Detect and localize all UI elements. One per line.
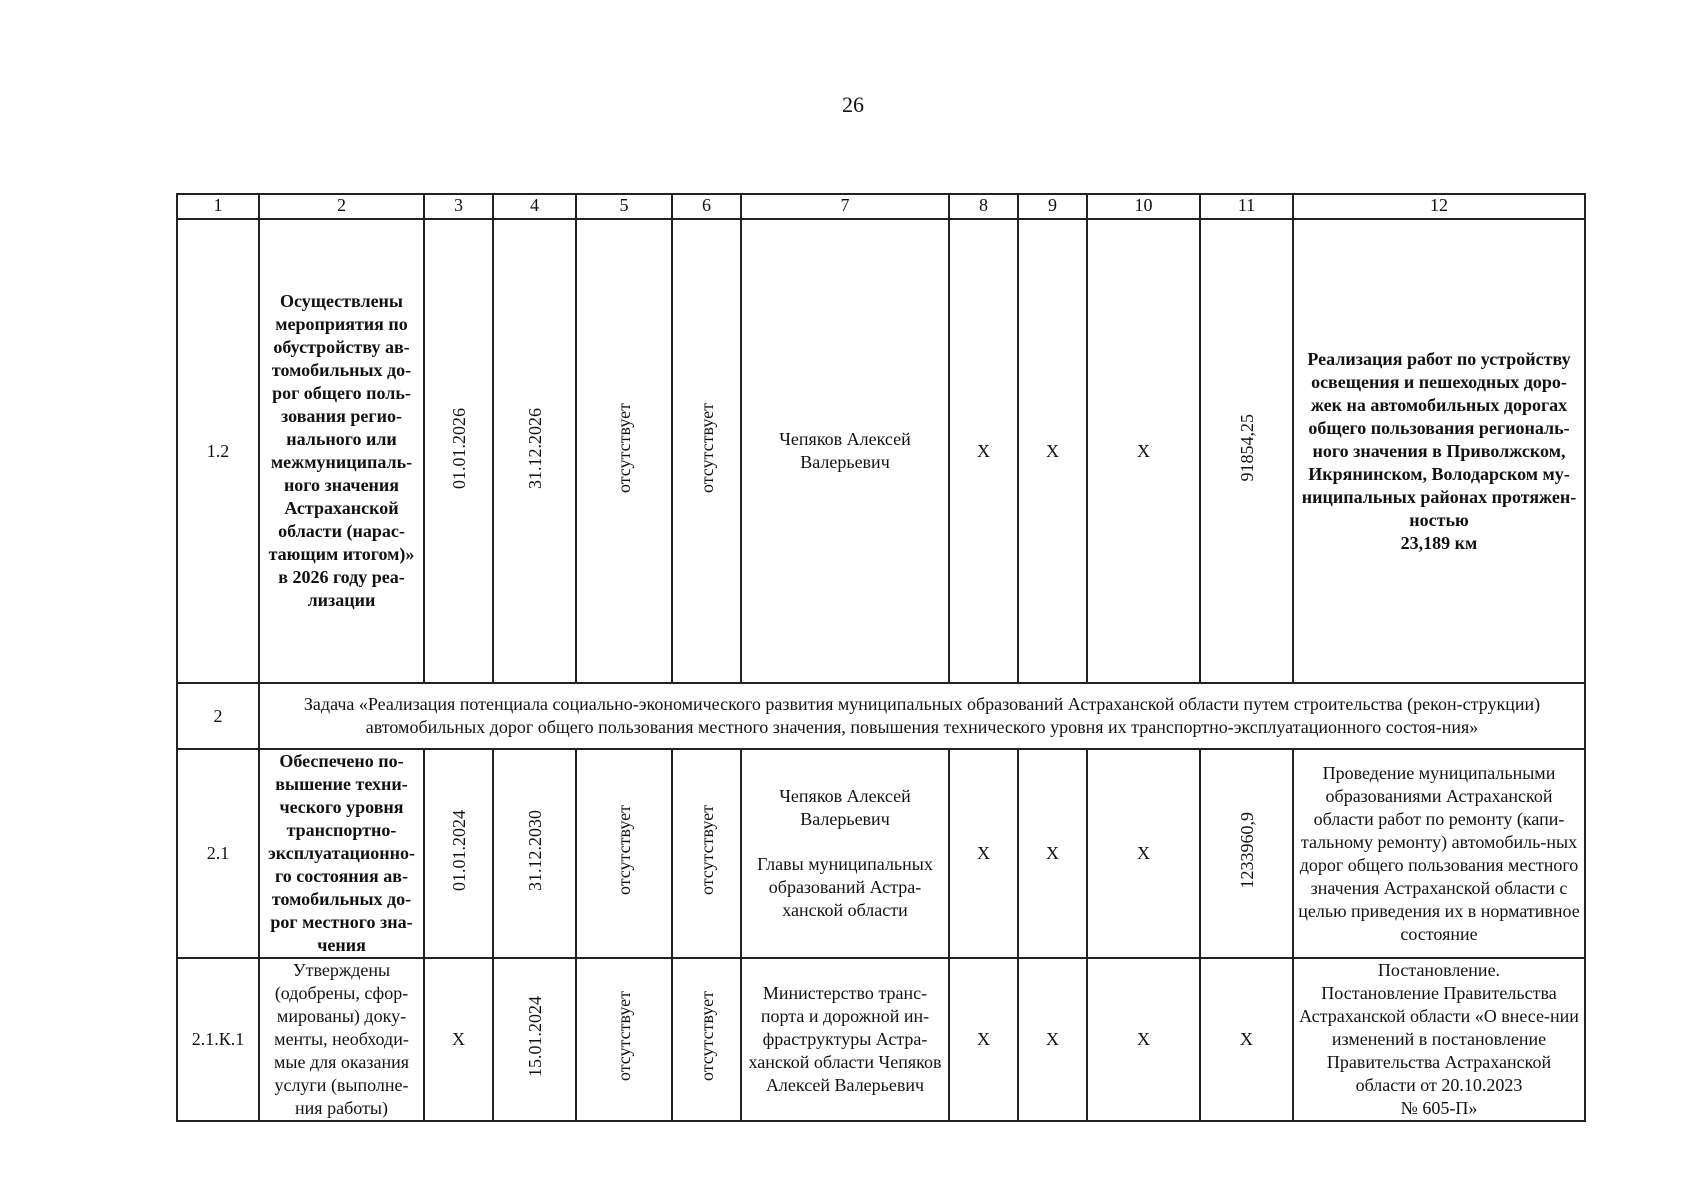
amount-cell: Х <box>1200 958 1293 1121</box>
row-number: 2.1.К.1 <box>177 958 259 1121</box>
result-cell: Утверждены (одобрены, сфор-мированы) доку-менты, необходи-мые для оказания услуги (выполне-ния работы) <box>259 958 424 1121</box>
end-date: 31.12.2026 <box>524 407 545 489</box>
col8-cell: Х <box>949 749 1018 958</box>
col5-value: отсутствует <box>614 402 634 494</box>
row-number: 2.1 <box>177 749 259 958</box>
header-row <box>177 194 1585 219</box>
responsible-cell: Чепяков Алексей Валерьевич <box>741 219 949 683</box>
description-heading: Постановление. <box>1377 960 1501 980</box>
row-number: 1.2 <box>177 219 259 683</box>
header-cell: 7 <box>741 194 949 219</box>
header-cell: 12 <box>1293 194 1585 219</box>
col9-cell: Х <box>1018 749 1087 958</box>
col6-value: отсутствует <box>696 402 717 494</box>
col6-value: отсутствует <box>696 991 717 1082</box>
col10-cell: Х <box>1087 749 1200 958</box>
col5-cell <box>576 958 672 1121</box>
responsible-primary: Чепяков Алексей Валерьевич <box>779 786 911 829</box>
col10-cell: Х <box>1087 219 1200 683</box>
responsible-cell: Министерство транс-порта и дорожной ин-фраструктуры Астра-ханской области Чепяков Алексей Валерьевич <box>741 958 949 1121</box>
col9-cell: Х <box>1018 958 1087 1121</box>
header-cell: 3 <box>424 194 493 219</box>
end-date: 15.01.2024 <box>524 996 545 1077</box>
col6-value: отсутствует <box>696 805 717 896</box>
header-cell: 11 <box>1200 194 1293 219</box>
table-row <box>177 749 1585 958</box>
table-row <box>177 958 1585 1121</box>
col8-cell: Х <box>949 958 1018 1121</box>
description-cell <box>1293 219 1585 683</box>
description-cell: Проведение муниципальными образованиями Астраханской области работ по ремонту (капи-тальному ремонту) автомобиль-ных дорог общего пользования местного значения Астраханской области с целью приведения их в нормативное состояние <box>1293 749 1585 958</box>
page-number: 26 <box>842 92 864 117</box>
header-cell: 4 <box>493 194 576 219</box>
row-number: 2 <box>177 683 259 749</box>
amount-cell <box>1200 219 1293 683</box>
col5-value: отсутствует <box>614 991 634 1082</box>
col5-value: отсутствует <box>614 805 634 896</box>
task-row <box>177 683 1585 749</box>
header-cell: 10 <box>1087 194 1200 219</box>
amount-cell <box>1200 749 1293 958</box>
end-date: 31.12.2030 <box>524 810 545 891</box>
responsible-cell <box>741 749 949 958</box>
col6-cell <box>672 958 741 1121</box>
result-cell: Обеспечено по-вышение техни-ческого уровня транспортно-эксплуатационно-го состояния ав-томобильных до-рог местного зна-чения <box>259 749 424 958</box>
amount-value: 1233960,9 <box>1236 812 1257 889</box>
header-cell: 1 <box>177 194 259 219</box>
result-cell: Осуществлены мероприятия по обустройству ав-томобильных до-рог общего поль-зования регио-нального или межмуниципаль-ного значения Астраханской области (нарас-тающим итогом)» в 2026 году реа-лизации <box>259 219 424 683</box>
description-number: № 605-П» <box>1400 1098 1478 1118</box>
header-cell: 8 <box>949 194 1018 219</box>
col8-cell: Х <box>949 219 1018 683</box>
task-text: Задача «Реализация потенциала социально-экономического развития муниципальных образований Астраханской области путем строительства (рекон-струкции) автомобильных дорог общего пользования местного значения, повышения технического уровня их транспортно-эксплуатационного состоя-ния» <box>259 683 1585 749</box>
col9-cell: Х <box>1018 219 1087 683</box>
end-date-cell <box>493 958 576 1121</box>
col10-cell: Х <box>1087 958 1200 1121</box>
header-cell: 2 <box>259 194 424 219</box>
col6-cell <box>672 219 741 683</box>
plan-table <box>176 193 1586 1122</box>
start-date: 01.01.2024 <box>448 810 469 891</box>
col5-cell <box>576 749 672 958</box>
end-date-cell <box>493 219 576 683</box>
header-cell: 6 <box>672 194 741 219</box>
start-date: 01.01.2026 <box>448 407 469 489</box>
header-cell: 9 <box>1018 194 1087 219</box>
table-row <box>177 219 1585 683</box>
start-date-cell <box>424 749 493 958</box>
col6-cell <box>672 749 741 958</box>
end-date-cell <box>493 749 576 958</box>
responsible-secondary: Главы муниципальных образований Астра-ханской области <box>757 854 933 920</box>
description-text: Постановление Правительства Астраханской области «О внесе-нии изменений в постановление Правительства Астраханской области от 20.10.2023 <box>1299 983 1579 1095</box>
description-cell <box>1293 958 1585 1121</box>
length-value: 23,189 км <box>1400 532 1478 553</box>
start-date-cell: Х <box>424 958 493 1121</box>
description-text: Реализация работ по устройству освещения и пешеходных доро-жек на автомобильных дорогах общего пользования региональ-ного значения в Приволжском, Икрянинском, Володарском му-ниципальных районах протяжен-ностью <box>1301 348 1577 530</box>
col5-cell <box>576 219 672 683</box>
start-date-cell <box>424 219 493 683</box>
header-cell: 5 <box>576 194 672 219</box>
amount-value: 91854,25 <box>1236 414 1257 482</box>
